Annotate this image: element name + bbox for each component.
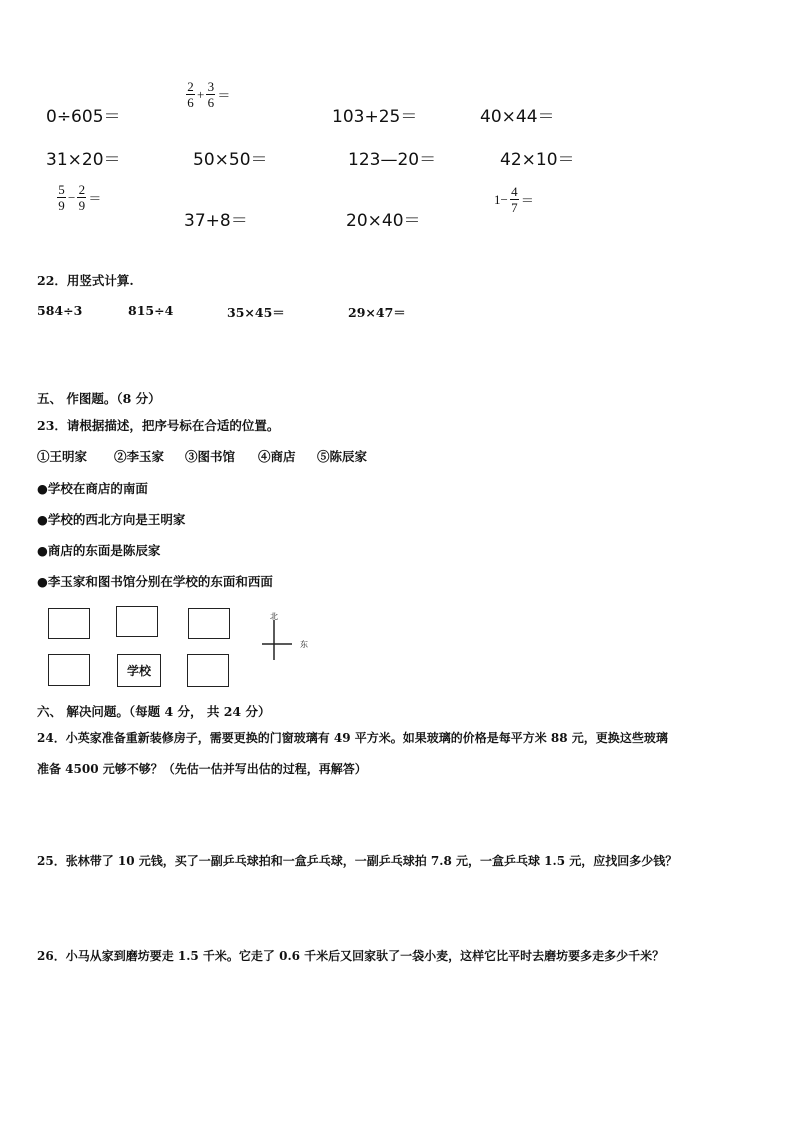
- q23-title: 23．请根据描述，把序号标在合适的位置。: [37, 418, 280, 433]
- section5-title: 五、 作图题。（8 分）: [37, 391, 161, 406]
- fraction-2-9: [77, 183, 86, 212]
- calc-31-times-20: 31×20＝: [46, 150, 121, 170]
- q23-option-1: ①王明家: [37, 449, 88, 464]
- map-box-top-middle[interactable]: [116, 606, 158, 637]
- q22-item-4: 29×47＝: [348, 305, 406, 320]
- map-box-top-left[interactable]: [48, 608, 90, 639]
- denominator: 6: [187, 95, 194, 110]
- q23-option-4: ④商店: [258, 449, 296, 464]
- numerator: 2: [187, 79, 194, 94]
- calc-103-plus-25: 103+25＝: [332, 107, 418, 127]
- calc-fraction-2-6-plus-3-6: [186, 80, 230, 109]
- section6-title: 六、 解决问题。（每题 4 分， 共 24 分）: [37, 704, 271, 719]
- calc-fraction-5-9-minus-2-9: [57, 183, 101, 212]
- q23-bullet-2: ●学校的西北方向是王明家: [37, 512, 186, 527]
- q23-bullet-4: ●李玉家和图书馆分别在学校的东面和西面: [37, 574, 273, 589]
- q23-bullet-3: ●商店的东面是陈辰家: [37, 543, 161, 558]
- calc-1-minus-4-7: [494, 185, 534, 214]
- equals: ＝: [88, 191, 102, 206]
- equals: ＝: [520, 193, 534, 208]
- map-box-bottom-right[interactable]: [187, 654, 229, 687]
- q23-option-5: ⑤陈辰家: [317, 449, 368, 464]
- calc-20-times-40: 20×40＝: [346, 211, 421, 231]
- map-box-top-right[interactable]: [188, 608, 230, 639]
- numerator: 2: [78, 182, 86, 197]
- denominator: 9: [78, 198, 86, 213]
- q24-line-2: 准备 4500 元够不够？（先估一估并写出估的过程，再解答）: [37, 762, 367, 776]
- q23-option-2: ②李玉家: [114, 449, 165, 464]
- compass-east-label: 东: [300, 640, 308, 649]
- denominator: 9: [58, 198, 65, 213]
- calc-37-plus-8: 37+8＝: [184, 211, 248, 231]
- q22-item-1: 584÷3: [37, 303, 83, 318]
- numerator: 4: [511, 184, 518, 199]
- school-label: 学校: [126, 664, 151, 678]
- fraction-5-9: [57, 183, 66, 212]
- q22-item-2: 815÷4: [128, 303, 174, 318]
- fraction-3-6: [206, 80, 215, 109]
- compass-north-label: 北: [270, 612, 278, 621]
- q23-bullet-1: ●学校在商店的南面: [37, 481, 148, 496]
- calc-40-times-44: 40×44＝: [480, 107, 555, 127]
- calc-42-times-10: 42×10＝: [500, 150, 575, 170]
- q26-text: 26．小马从家到磨坊要走 1.5 千米。它走了 0.6 千米后又回家驮了一袋小麦，这样它比平时去磨坊要多走多少千米？: [37, 949, 665, 963]
- q22-item-3: 35×45＝: [227, 305, 285, 320]
- operator: +: [197, 86, 205, 102]
- denominator: 7: [511, 200, 518, 215]
- numerator: 5: [58, 182, 65, 197]
- calc-123-minus-20: 123—20＝: [348, 150, 437, 170]
- q22-title: 22．用竖式计算.: [37, 273, 134, 288]
- q23-option-3: ③图书馆: [185, 449, 236, 464]
- map-box-bottom-left[interactable]: [48, 654, 90, 686]
- q24-line-1: 24．小英家准备重新装修房子，需要更换的门窗玻璃有 49 平方米。如果玻璃的价格是每平方米 88 元，更换这些玻璃: [37, 731, 668, 745]
- map-box-school: [117, 654, 161, 687]
- compass-icon: [258, 614, 308, 664]
- q25-text: 25．张林带了 10 元钱，买了一副乒乓球拍和一盒乒乓球，一副乒乓球拍 7.8 元，一盒乒乓球 1.5 元，应找回多少钱？: [37, 854, 678, 868]
- lead-term: 1−: [494, 191, 508, 207]
- numerator: 3: [207, 79, 215, 94]
- denominator: 6: [207, 95, 215, 110]
- fraction-4-7: [510, 185, 519, 214]
- equals: ＝: [217, 88, 231, 103]
- operator: −: [68, 189, 76, 205]
- calc-50-times-50: 50×50＝: [193, 150, 268, 170]
- calc-0-div-605: 0÷605＝: [46, 107, 121, 127]
- fraction-2-6: [186, 80, 195, 109]
